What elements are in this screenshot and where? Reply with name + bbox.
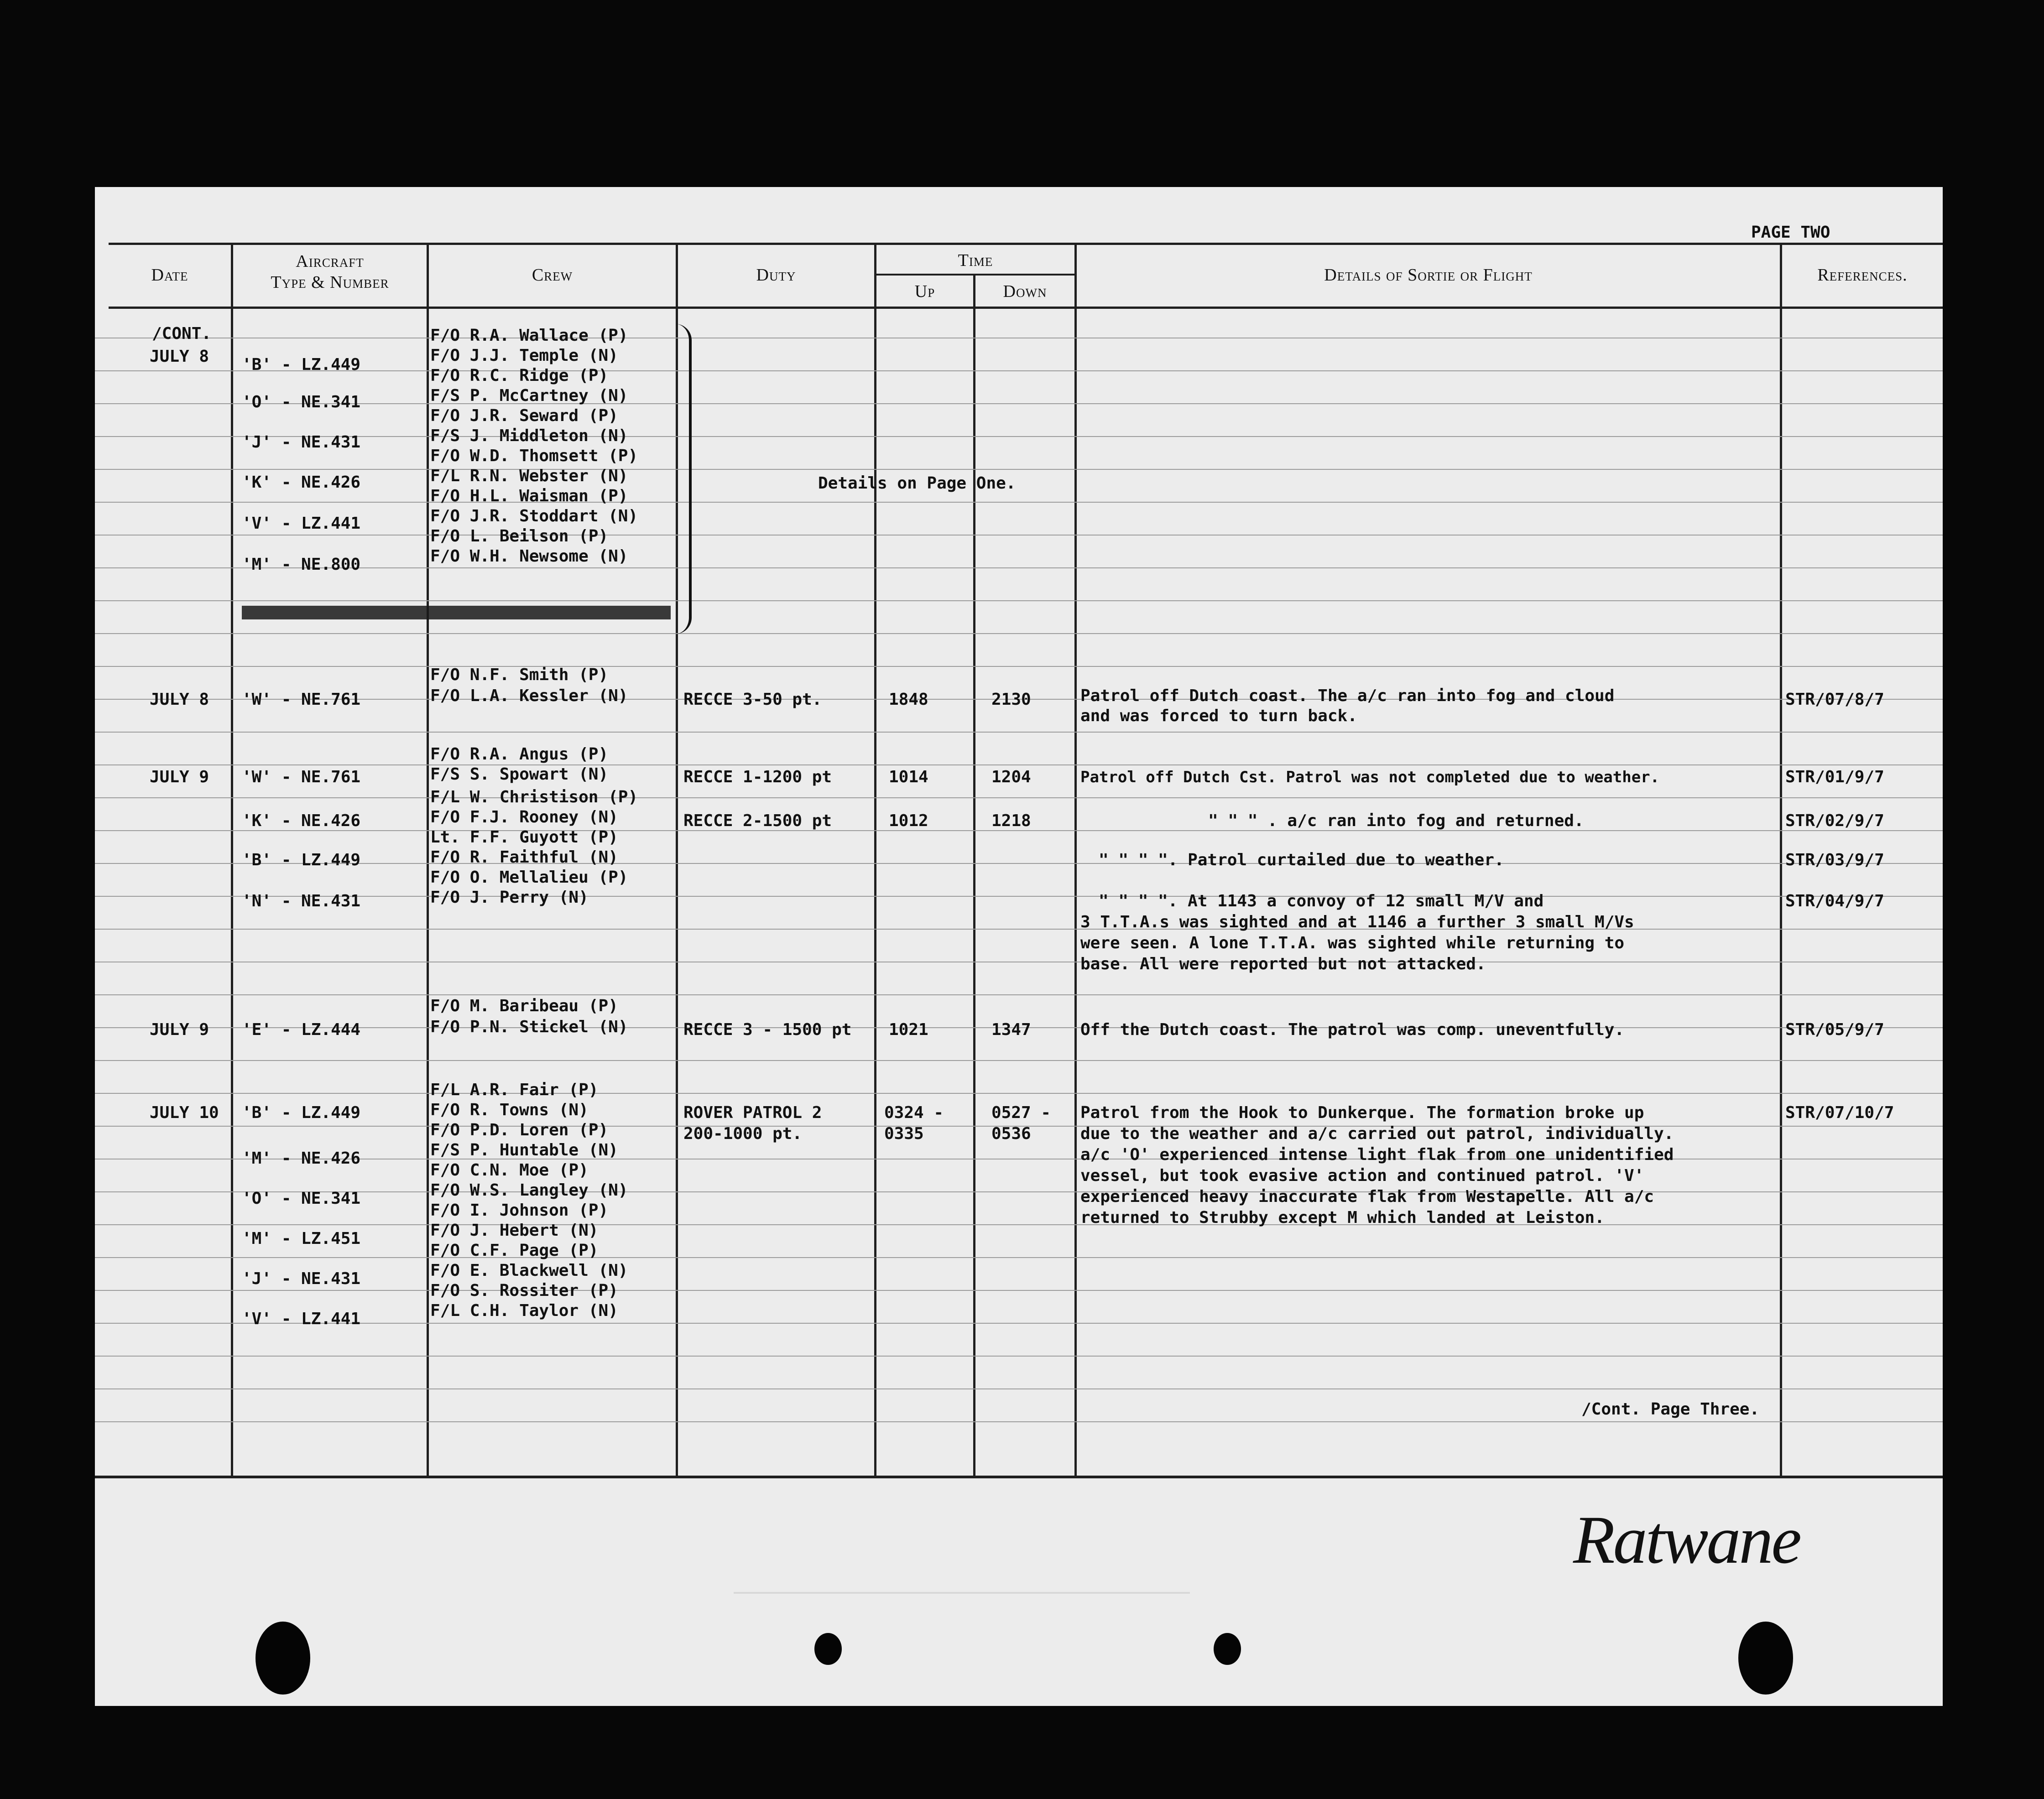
aircraft-cell: 'V' - LZ.441 <box>242 1310 361 1328</box>
header-down: Down <box>1003 282 1047 301</box>
row-details: were seen. A lone T.T.A. was sighted while returning to <box>1080 934 1625 952</box>
header-divider <box>109 307 1943 309</box>
row-crew: F/S S. Spowart (N) <box>430 765 609 784</box>
row-down-extra: 0536 <box>991 1124 1031 1143</box>
row-details: and was forced to turn back. <box>1080 707 1357 725</box>
crew-cell: F/O J.R. Stoddart (N) <box>430 507 638 525</box>
row-duty: ROVER PATROL 2 <box>683 1103 822 1122</box>
header-type-number: Type & Number <box>271 273 389 292</box>
row-down: 1347 <box>991 1020 1031 1039</box>
group1-details: Details on Page One. <box>818 474 1016 493</box>
crew-cell: F/O P.D. Loren (P) <box>430 1121 609 1139</box>
row-reference: STR/01/9/7 <box>1785 768 1884 786</box>
row-details: due to the weather and a/c carried out patrol, individually. <box>1080 1124 1674 1143</box>
cont-label: /CONT. <box>152 324 212 343</box>
row-down: 0527 - <box>991 1103 1051 1122</box>
crew-cell: F/O J.J. Temple (N) <box>430 346 618 365</box>
row-aircraft: 'W' - NE.761 <box>242 768 361 786</box>
crew-cell: F/O R.C. Ridge (P) <box>430 366 609 385</box>
row-details: base. All were reported but not attacked. <box>1080 955 1486 973</box>
row-aircraft: 'K' - NE.426 <box>242 811 361 830</box>
crew-cell: F/O I. Johnson (P) <box>430 1201 609 1220</box>
row-aircraft: 'B' - LZ.449 <box>242 1103 361 1122</box>
scratched-out-entry <box>242 606 671 619</box>
aircraft-cell: 'J' - NE.431 <box>242 1269 361 1288</box>
header-up: Up <box>914 282 935 301</box>
row-date: JULY 8 <box>150 690 209 709</box>
header-details: Details of Sortie or Flight <box>1324 265 1533 285</box>
aircraft-cell: 'M' - NE.800 <box>242 555 361 574</box>
row-details: returned to Strubby except M which landed at Leiston. <box>1080 1208 1605 1227</box>
row-details: Patrol from the Hook to Dunkerque. The formation broke up <box>1080 1103 1644 1122</box>
crew-cell: F/S P. McCartney (N) <box>430 386 628 405</box>
row-details: 3 T.T.A.s was sighted and at 1146 a further 3 small M/Vs <box>1080 913 1634 931</box>
top-border <box>109 243 1943 245</box>
log-sheet <box>95 187 1943 1706</box>
group1-brace <box>675 324 692 634</box>
row-reference: STR/03/9/7 <box>1785 851 1884 869</box>
punch-hole-center <box>814 1633 842 1665</box>
row-aircraft: 'B' - LZ.449 <box>242 851 361 869</box>
crew-cell: F/O W.H. Newsome (N) <box>430 547 628 566</box>
header-time: Time <box>958 251 993 270</box>
continuation-note: /Cont. Page Three. <box>1581 1400 1760 1419</box>
row-details: Patrol off Dutch coast. The a/c ran into fog and cloud <box>1080 686 1615 705</box>
row-details: experienced heavy inaccurate flak from Westapelle. All a/c <box>1080 1187 1654 1206</box>
row-down: 1204 <box>991 768 1031 786</box>
punch-hole-left <box>256 1622 310 1695</box>
row-details: vessel, but took evasive action and continued patrol. 'V' <box>1080 1166 1644 1185</box>
row-crew: F/O L.A. Kessler (N) <box>430 686 628 705</box>
row-crew: F/O N.F. Smith (P) <box>430 666 609 684</box>
crew-cell: F/O H.L. Waisman (P) <box>430 487 628 505</box>
aircraft-cell: 'O' - NE.341 <box>242 393 361 411</box>
row-details: Patrol off Dutch Cst. Patrol was not completed due to weather. <box>1080 768 1660 786</box>
row-crew: F/O R.A. Angus (P) <box>430 745 609 764</box>
crew-cell: F/O R.A. Wallace (P) <box>430 326 628 345</box>
crew-cell: F/O E. Blackwell (N) <box>430 1261 628 1280</box>
row-reference: STR/07/10/7 <box>1785 1103 1894 1122</box>
row-duty: RECCE 2-1500 pt <box>683 811 832 830</box>
row-reference: STR/07/8/7 <box>1785 690 1884 709</box>
crew-cell: F/O C.F. Page (P) <box>430 1241 599 1260</box>
crew-cell: F/O C.N. Moe (P) <box>430 1161 589 1180</box>
row-details: Off the Dutch coast. The patrol was comp. uneventfully. <box>1080 1020 1625 1039</box>
aircraft-cell: 'M' - NE.426 <box>242 1149 361 1168</box>
row-duty-extra: 200-1000 pt. <box>683 1124 803 1143</box>
col-divider-up <box>973 276 975 1476</box>
aircraft-cell: 'J' - NE.431 <box>242 433 361 452</box>
aircraft-cell: 'K' - NE.426 <box>242 473 361 492</box>
row-crew: F/O P.N. Stickel (N) <box>430 1018 628 1036</box>
row-crew: F/L W. Christison (P) <box>430 788 638 806</box>
row-down: 2130 <box>991 690 1031 709</box>
crew-cell: F/S P. Huntable (N) <box>430 1141 618 1159</box>
row-reference: STR/05/9/7 <box>1785 1020 1884 1039</box>
row-date: JULY 9 <box>150 768 209 786</box>
row-reference: STR/04/9/7 <box>1785 892 1884 910</box>
crew-cell: F/O L. Beilson (P) <box>430 527 609 546</box>
header-aircraft: Aircraft <box>296 252 364 271</box>
row-up: 0324 - <box>884 1103 944 1122</box>
crew-cell: F/O S. Rossiter (P) <box>430 1281 618 1300</box>
crew-cell: F/S J. Middleton (N) <box>430 426 628 445</box>
row-up: 1014 <box>889 768 928 786</box>
faded-stamp <box>734 1592 1190 1621</box>
aircraft-cell: 'M' - LZ.451 <box>242 1229 361 1248</box>
row-crew: F/O O. Mellalieu (P) <box>430 868 628 887</box>
crew-cell: F/O J.R. Seward (P) <box>430 406 618 425</box>
row-aircraft: 'W' - NE.761 <box>242 690 361 709</box>
row-crew: F/O R. Towns (N) <box>430 1101 589 1119</box>
row-duty: RECCE 3 - 1500 pt <box>683 1020 852 1039</box>
row-down: 1218 <box>991 811 1031 830</box>
header-crew: Crew <box>532 265 573 285</box>
row-details: " " " ". Patrol curtailed due to weather. <box>1099 851 1504 869</box>
row-date: JULY 10 <box>150 1103 219 1122</box>
row-details: " " " ". At 1143 a convoy of 12 small M/V and <box>1099 892 1544 910</box>
row-crew: F/L A.R. Fair (P) <box>430 1081 599 1099</box>
punch-hole-center-right <box>1214 1633 1241 1665</box>
punch-hole-right <box>1738 1622 1793 1695</box>
time-subheader-line <box>874 274 1074 276</box>
group1-date: JULY 8 <box>150 347 209 366</box>
crew-cell: F/O J. Hebert (N) <box>430 1221 599 1240</box>
row-crew: F/O M. Baribeau (P) <box>430 997 618 1015</box>
crew-cell: F/O W.S. Langley (N) <box>430 1181 628 1200</box>
row-aircraft: 'E' - LZ.444 <box>242 1020 361 1039</box>
crew-cell: F/L C.H. Taylor (N) <box>430 1301 618 1320</box>
row-up: 1012 <box>889 811 928 830</box>
row-crew: F/O F.J. Rooney (N) <box>430 808 618 827</box>
row-up: 1021 <box>889 1020 928 1039</box>
row-reference: STR/02/9/7 <box>1785 811 1884 830</box>
page-label: PAGE TWO <box>1751 223 1830 242</box>
crew-cell: F/O W.D. Thomsett (P) <box>430 447 638 465</box>
bottom-border <box>95 1476 1943 1478</box>
row-up-extra: 0335 <box>884 1124 924 1143</box>
row-up: 1848 <box>889 690 928 709</box>
crew-cell: F/L R.N. Webster (N) <box>430 467 628 485</box>
aircraft-cell: 'V' - LZ.441 <box>242 514 361 533</box>
row-crew: F/O R. Faithful (N) <box>430 848 618 867</box>
row-duty: RECCE 1-1200 pt <box>683 768 832 786</box>
aircraft-cell: 'O' - NE.341 <box>242 1189 361 1208</box>
header-date: Date <box>151 265 188 285</box>
row-aircraft: 'N' - NE.431 <box>242 892 361 910</box>
row-duty: RECCE 3-50 pt. <box>683 690 822 709</box>
signature: Ratwane <box>1573 1502 1800 1578</box>
row-date: JULY 9 <box>150 1020 209 1039</box>
header-duty: Duty <box>756 265 796 285</box>
row-details: a/c 'O' experienced intense light flak from one unidentified <box>1080 1145 1674 1164</box>
row-crew: F/O J. Perry (N) <box>430 888 589 907</box>
aircraft-cell: 'B' - LZ.449 <box>242 355 361 374</box>
header-references: References. <box>1817 265 1908 285</box>
row-crew: Lt. F.F. Guyott (P) <box>430 828 618 847</box>
row-details: " " " . a/c ran into fog and returned. <box>1208 811 1584 830</box>
